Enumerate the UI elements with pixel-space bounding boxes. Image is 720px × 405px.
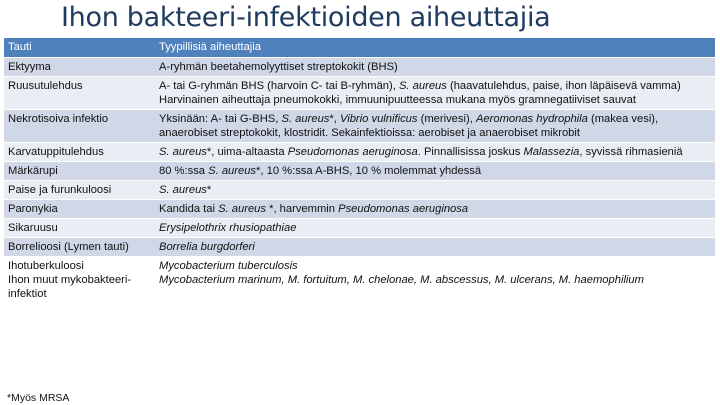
table-row xyxy=(4,181,715,200)
disease-cell: Ruusutulehdus xyxy=(4,77,154,110)
cause-cell: Yksinään: A- tai G-BHS, S. aureus*, Vibrio vulnificus (merivesi), Aeromonas hydrophila (makea vesi), anaerobiset streptokokit, klostridit. Sekainfektioissa: aerobiset ja anaerobiset mikrobit xyxy=(154,110,715,143)
table-header-row xyxy=(4,38,715,58)
table-row xyxy=(4,143,715,162)
disease-cell: Paronykia xyxy=(4,200,154,219)
disease-cell: Nekrotisoiva infektio xyxy=(4,110,154,143)
pathogen-table xyxy=(4,38,715,304)
disease-cell: Ektyyma xyxy=(4,58,154,77)
header-cause: Tyypillisiä aiheuttajia xyxy=(154,38,715,58)
header-disease: Tauti xyxy=(4,38,154,58)
disease-cell: Karvatuppitulehdus xyxy=(4,143,154,162)
table-row xyxy=(4,58,715,77)
cause-cell: Borrelia burgdorferi xyxy=(154,238,715,257)
disease-cell: Ihotuberkuloosi Ihon muut mykobakteeri- infektiot xyxy=(4,257,154,304)
cause-cell: S. aureus*, uima-altaasta Pseudomonas aeruginosa. Pinnallisissa joskus Malassezia, syvissä rihmasieniä xyxy=(154,143,715,162)
cause-cell: A- tai G-ryhmän BHS (harvoin C- tai B-ryhmän), S. aureus (haavatulehdus, paise, ihon läpäisevä vamma) Harvinainen aiheuttaja pneumokokki, immuunipuutteessa mukana myös gramnegatiiviset sauvat xyxy=(154,77,715,110)
cause-cell: A-ryhmän beetahemolyyttiset streptokokit (BHS) xyxy=(154,58,715,77)
disease-cell: Sikaruusu xyxy=(4,219,154,238)
cause-cell: Erysipelothrix rhusiopathiae xyxy=(154,219,715,238)
cause-cell: S. aureus* xyxy=(154,181,715,200)
table-row xyxy=(4,238,715,257)
table-row xyxy=(4,257,715,304)
footnote: *Myös MRSA xyxy=(7,392,70,404)
disease-cell: Märkärupi xyxy=(4,162,154,181)
table-row xyxy=(4,77,715,110)
disease-cell: Paise ja furunkuloosi xyxy=(4,181,154,200)
page-title: Ihon bakteeri-infektioiden aiheuttajia xyxy=(61,2,551,33)
cause-cell: Mycobacterium tuberculosis Mycobacterium marinum, M. fortuitum, M. chelonae, M. abscessus, M. ulcerans, M. haemophilium xyxy=(154,257,715,304)
disease-cell: Borrelioosi (Lymen tauti) xyxy=(4,238,154,257)
cause-cell: Kandida tai S. aureus *, harvemmin Pseudomonas aeruginosa xyxy=(154,200,715,219)
table-row xyxy=(4,162,715,181)
table-row xyxy=(4,110,715,143)
cause-cell: 80 %:ssa S. aureus*, 10 %:ssa A-BHS, 10 % molemmat yhdessä xyxy=(154,162,715,181)
table-row xyxy=(4,200,715,219)
table-row xyxy=(4,219,715,238)
